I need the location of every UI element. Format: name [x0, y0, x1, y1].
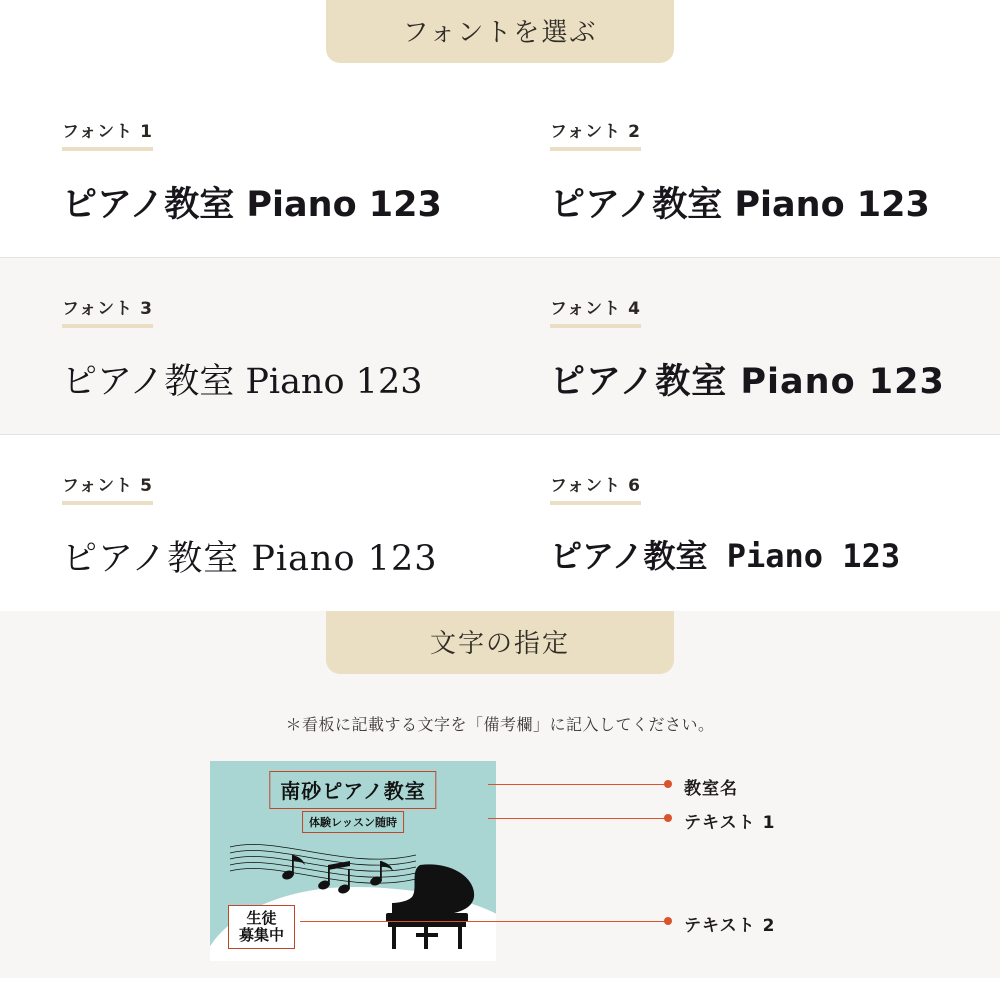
callout-dot-3: [664, 917, 672, 925]
font-row: [0, 81, 1000, 257]
font-option-4-label: フォント 4: [550, 294, 641, 328]
callout-line-1: [488, 784, 668, 785]
font-option-2-sample: ピアノ教室 Piano 123: [550, 185, 930, 225]
font-option-2-label: フォント 2: [550, 117, 641, 151]
font-option-5[interactable]: [0, 435, 500, 611]
font-option-3[interactable]: [0, 258, 500, 434]
sign-preview: [210, 761, 496, 961]
callout-label-テキスト2: テキスト 2: [684, 916, 776, 936]
font-row: [0, 258, 1000, 434]
callout-line-3: [300, 921, 668, 922]
font-option-6[interactable]: [500, 435, 1000, 611]
font-option-6-label: フォント 6: [550, 471, 641, 505]
font-option-5-label: フォント 5: [62, 471, 153, 505]
font-section-header: [0, 0, 1000, 63]
font-選択-grid: [0, 81, 1000, 611]
callout-label-教室名: 教室名: [684, 779, 738, 799]
font-section-banner-label: フォントを選ぶ: [326, 0, 674, 63]
font-row: [0, 435, 1000, 611]
callout-dot-2: [664, 814, 672, 822]
sign-corner-box: [228, 905, 295, 950]
sign-diagram: [0, 753, 1000, 993]
font-option-4[interactable]: [500, 258, 1000, 434]
sign-title-text: 南砂ピアノ教室: [269, 771, 436, 809]
callout-label-テキスト1: テキスト 1: [684, 813, 776, 833]
sign-corner-line-1: 生徒: [246, 908, 277, 927]
font-option-1-label: フォント 1: [62, 117, 153, 151]
text-section-header: [0, 611, 1000, 674]
text-section-banner-label: 文字の指定: [326, 611, 674, 674]
font-option-1-sample: ピアノ教室 Piano 123: [62, 185, 442, 225]
font-option-4-sample: ピアノ教室 Piano 123: [550, 362, 945, 402]
callout-dot-1: [664, 780, 672, 788]
instruction-note: ＊看板に記載する文字を「備考欄」に記入してください。: [285, 715, 715, 734]
font-option-1[interactable]: [0, 81, 500, 257]
font-option-3-sample: ピアノ教室 Piano 123: [62, 362, 423, 402]
text-specification-section: [0, 611, 1000, 978]
font-option-3-label: フォント 3: [62, 294, 153, 328]
font-option-6-sample: ピアノ教室 Piano 123: [550, 537, 901, 575]
font-option-2[interactable]: [500, 81, 1000, 257]
font-option-5-sample: ピアノ教室 Piano 123: [62, 539, 438, 579]
sign-corner-line-2: 募集中: [239, 925, 285, 944]
callout-line-2: [488, 818, 668, 819]
sign-subtitle-text: 体験レッスン随時: [302, 811, 404, 833]
grand-piano-icon: [372, 859, 482, 951]
